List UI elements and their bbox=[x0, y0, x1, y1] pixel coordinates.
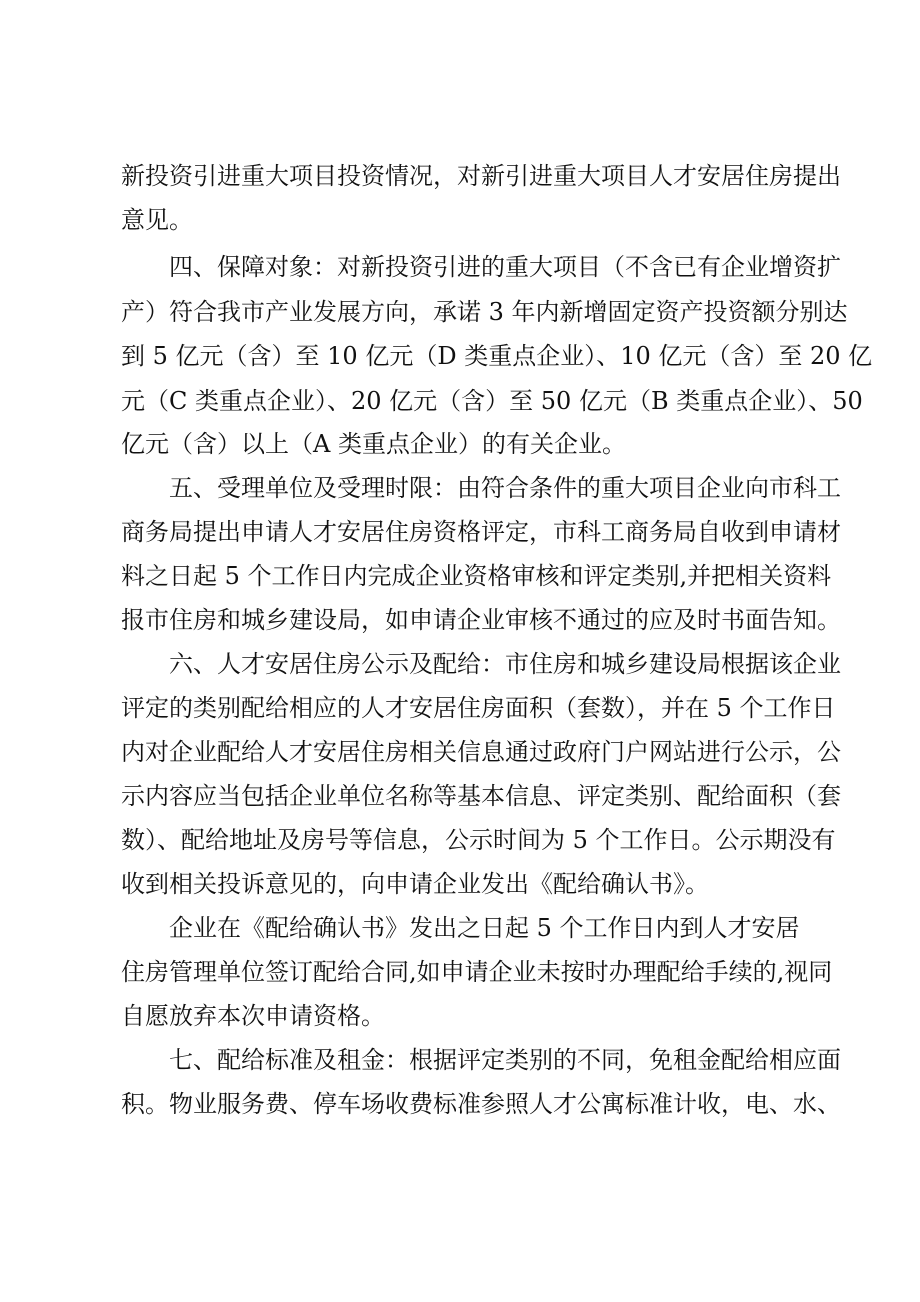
text-line-20: 自愿放弃本次申请资格。 bbox=[121, 1002, 385, 1030]
section-four-heading-line: 四、保障对象：对新投资引进的重大项目（不含已有企业增资扩 bbox=[169, 253, 841, 281]
text-line-9: 商务局提出申请人才安居住房资格评定，市科工商务局自收到申请材 bbox=[121, 518, 841, 546]
text-line-5: 到 5 亿元（含）至 10 亿元（D 类重点企业）、10 亿元（含）至 20 亿 bbox=[121, 342, 873, 370]
text-line-13: 评定的类别配给相应的人才安居住房面积（套数），并在 5 个工作日 bbox=[121, 694, 836, 722]
text-line-2: 意见。 bbox=[121, 206, 193, 234]
text-line-1: 新投资引进重大项目投资情况，对新引进重大项目人才安居住房提出 bbox=[121, 162, 841, 190]
text-line-14: 内对企业配给人才安居住房相关信息通过政府门户网站进行公示，公 bbox=[121, 738, 841, 766]
text-line-6: 元（C 类重点企业）、20 亿元（含）至 50 亿元（B 类重点企业）、50 bbox=[121, 387, 863, 415]
text-line-22: 积。物业服务费、停车场收费标准参照人才公寓标准计收，电、水、 bbox=[121, 1090, 841, 1118]
text-line-10: 料之日起 5 个工作日内完成企业资格审核和评定类别,并把相关资料 bbox=[121, 562, 832, 590]
section-six-heading-line: 六、人才安居住房公示及配给：市住房和城乡建设局根据该企业 bbox=[169, 650, 841, 678]
text-line-16: 数）、配给地址及房号等信息，公示时间为 5 个工作日。公示期没有 bbox=[121, 826, 836, 854]
text-line-17: 收到相关投诉意见的，向申请企业发出《配给确认书》。 bbox=[121, 870, 709, 898]
text-line-7: 亿元（含）以上（A 类重点企业）的有关企业。 bbox=[121, 430, 626, 458]
text-line-4: 产）符合我市产业发展方向，承诺 3 年内新增固定资产投资额分别达 bbox=[121, 298, 848, 326]
paragraph-enterprise-start-line: 企业在《配给确认书》发出之日起 5 个工作日内到人才安居 bbox=[169, 914, 800, 942]
section-seven-heading-line: 七、配给标准及租金：根据评定类别的不同，免租金配给相应面 bbox=[169, 1046, 841, 1074]
text-line-15: 示内容应当包括企业单位名称等基本信息、评定类别、配给面积（套 bbox=[121, 782, 841, 810]
text-line-19: 住房管理单位签订配给合同,如申请企业未按时办理配给手续的,视同 bbox=[121, 958, 833, 986]
text-line-11: 报市住房和城乡建设局，如申请企业审核不通过的应及时书面告知。 bbox=[121, 606, 841, 634]
section-five-heading-line: 五、受理单位及受理时限：由符合条件的重大项目企业向市科工 bbox=[169, 474, 841, 502]
